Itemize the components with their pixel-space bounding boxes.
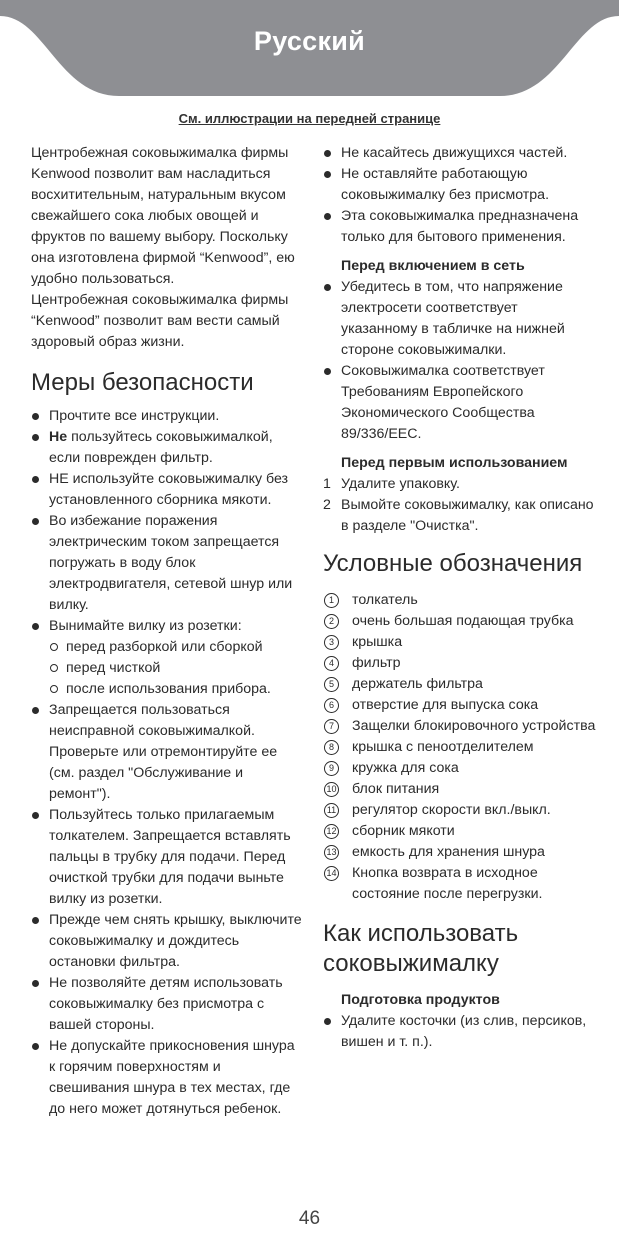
first-use-heading: Перед первым использованием [341,455,568,471]
legend-text: держатель фильтра [352,676,483,692]
legend-text: сборник мякоти [352,823,455,839]
legend-item [323,800,597,821]
legend-number: 7 [324,719,339,734]
safety-item: Прежде чем снять крышку, выключите соковыжималку и дождитесь остановки фильтра. [31,910,303,973]
parts-legend [323,590,597,905]
intro-paragraph-2: Центробежная соковыжималка фирмы “Kenwood” позволит вам вести самый здоровый образ жизни. [31,292,289,350]
legend-text: фильтр [352,655,401,671]
first-use-step [323,495,597,537]
safety-item [31,616,303,700]
legend-number: 5 [324,677,339,692]
left-column [31,143,303,1120]
page-header [0,0,619,100]
legend-item [323,632,597,653]
safety-item: Прочтите все инструкции. [31,406,303,427]
legend-text: Кнопка возврата в исходное состояние после перегрузки. [352,865,543,902]
safety-item: Не допускайте прикосновения шнура к горячим поверхностям и свешивания шнура в тех местах, где до него может дотянуться ребенок. [31,1036,303,1120]
safety-item-text: Вынимайте вилку из розетки: [49,618,242,634]
legend-item [323,695,597,716]
page-number: 46 [298,1208,321,1229]
legend-text: емкость для хранения шнура [352,844,545,860]
step-text: Удалите упаковку. [341,476,460,492]
legend-text: кружка для сока [352,760,459,776]
step-number: 1 [323,476,331,492]
legend-number: 1 [324,593,339,608]
legend-item [323,611,597,632]
step-text: Вымойте соковыжималку, как описано в разделе "Очистка". [341,497,594,534]
safety-list-continued [323,143,597,248]
legend-text: очень большая подающая трубка [352,613,574,629]
legend-heading: Условные обозначения [323,550,583,577]
first-use-steps [323,474,597,537]
right-column [323,143,597,1053]
safety-item: Пользуйтесь только прилагаемым толкателем. Запрещается вставлять пальцы в трубку для подачи. Перед очисткой трубки для подачи выньте вилку из розетки. [31,805,303,910]
legend-number: 14 [324,866,339,881]
legend-text: отверстие для выпуска сока [352,697,539,713]
before-plug-list [323,277,597,445]
legend-number: 9 [324,761,339,776]
safety-item: НЕ используйте соковыжималку без установленного сборника мякоти. [31,469,303,511]
legend-number: 3 [324,635,339,650]
before-plug-item: Убедитесь в том, что напряжение электросети соответствует указанному в табличке на нижней стороне соковыжималки. [323,277,597,361]
legend-number: 13 [324,845,339,860]
legend-text: регулятор скорости вкл./выкл. [352,802,551,818]
unplug-sublist [49,637,303,700]
intro-paragraph-1: Центробежная соковыжималка фирмы Kenwood позволит вам насладиться восхитительным, натуральным вкусом свежайшего сока любых овощей и фруктов по вашему выбору. Поскольку она изготовлена фирмой “Kenwood”, ею удобно пользоваться. [31,145,295,287]
legend-item [323,821,597,842]
illustration-note: См. иллюстрации на передней странице [178,111,441,126]
legend-text: крышка [352,634,403,650]
food-prep-heading: Подготовка продуктов [341,992,500,1008]
first-use-step [323,474,597,495]
legend-text: Защелки блокировочного устройства [352,718,596,734]
legend-item [323,737,597,758]
safety-item-text: пользуйтесь соковыжималкой, если поврежден фильтр. [49,429,273,466]
safety-item: Не позволяйте детям использовать соковыжималку без присмотра с вашей стороны. [31,973,303,1036]
legend-number: 6 [324,698,339,713]
legend-text: толкатель [352,592,418,608]
legend-number: 8 [324,740,339,755]
safety-item: Не оставляйте работающую соковыжималку без присмотра. [323,164,597,206]
legend-item [323,758,597,779]
legend-number: 2 [324,614,339,629]
safety-item: Во избежание поражения электрическим током запрещается погружать в воду блок электродвигателя, сетевой шнур или вилку. [31,511,303,616]
safety-heading: Меры безопасности [31,369,254,396]
unplug-subitem: после использования прибора. [49,679,303,700]
unplug-subitem: перед разборкой или сборкой [49,637,303,658]
legend-number: 4 [324,656,339,671]
step-number: 2 [323,497,331,513]
safety-item: Не касайтесь движущихся частей. [323,143,597,164]
legend-item [323,653,597,674]
safety-item: Запрещается пользоваться неисправной соковыжималкой. Проверьте или отремонтируйте ее (см. раздел "Обслуживание и ремонт"). [31,700,303,805]
food-prep-list [323,1011,597,1053]
howto-heading: Как использовать соковыжималку [323,920,519,977]
safety-item [31,427,303,469]
before-plug-heading: Перед включением в сеть [341,258,525,274]
legend-text: блок питания [352,781,440,797]
food-prep-item: Удалите косточки (из слив, персиков, вишен и т. п.). [323,1011,597,1053]
legend-number: 12 [324,824,339,839]
safety-list [31,406,303,1120]
legend-item [323,779,597,800]
safety-item: Эта соковыжималка предназначена только для бытового применения. [323,206,597,248]
page-title: Русский [253,26,366,56]
legend-item [323,716,597,737]
legend-item [323,842,597,863]
legend-item [323,590,597,611]
legend-number: 10 [324,782,339,797]
legend-item [323,674,597,695]
legend-text: крышка с пеноотделителем [352,739,534,755]
legend-number: 11 [324,803,339,818]
before-plug-item: Соковыжималка соответствует Требованиям Европейского Экономического Сообщества 89/336/EEC. [323,361,597,445]
unplug-subitem: перед чисткой [49,658,303,679]
legend-item [323,863,597,905]
safety-item-emphasis: Не [49,429,68,445]
